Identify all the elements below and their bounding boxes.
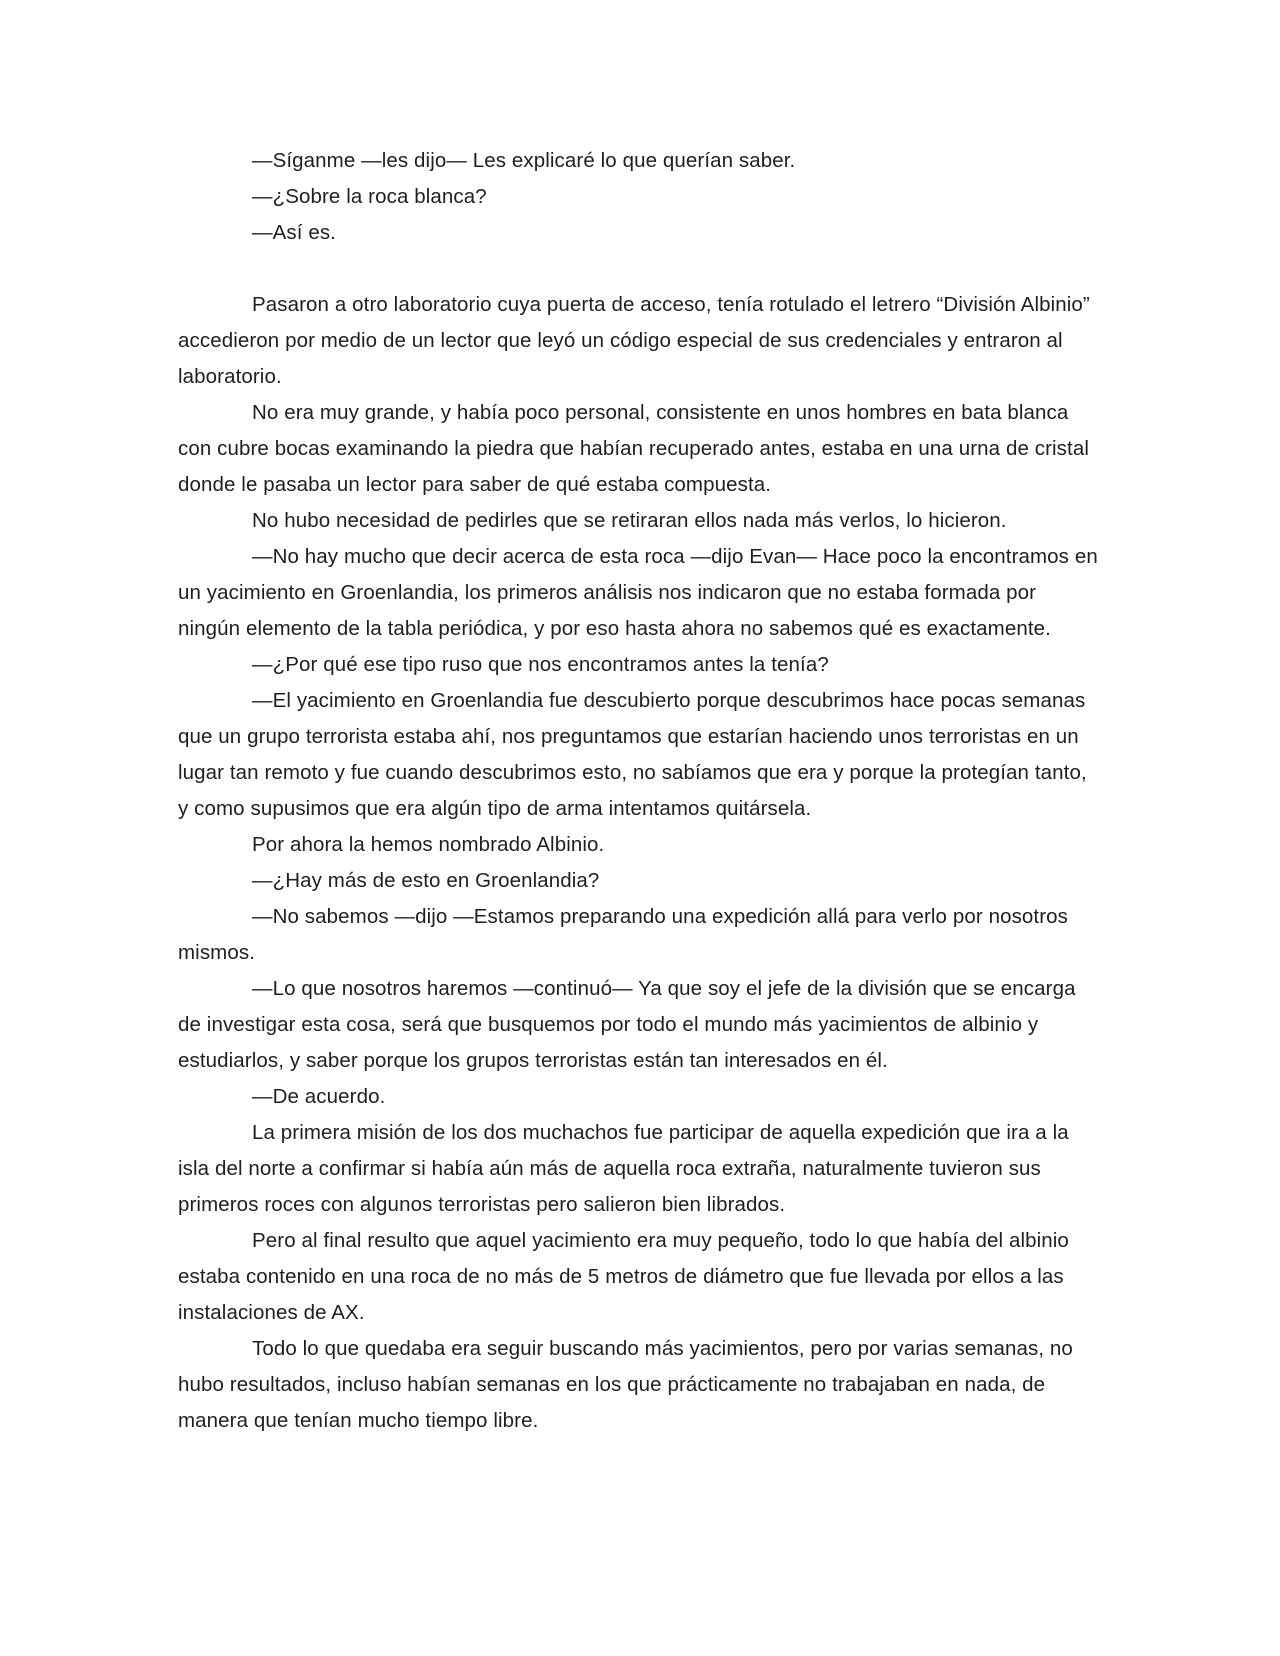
dialogue-line: —¿Sobre la roca blanca? bbox=[252, 185, 487, 208]
dialogue-line: —El yacimiento en Groenlandia fue descubierto porque descubrimos hace pocas semanas que un grupo terrorista estaba ahí, nos preguntamos que estarían haciendo unos terroristas en un lugar tan remoto y fue cuando descubrimos esto, no sabíamos que era y porque la protegían tanto, y como supusimos que era algún tipo de arma intentamos quitársela. bbox=[178, 689, 1087, 820]
paragraph: No era muy grande, y había poco personal, consistente en unos hombres en bata blanca con cubre bocas examinando la piedra que habían recuperado antes, estaba en una urna de cristal donde le pasaba un lector para saber de qué estaba compuesta. bbox=[178, 401, 1089, 496]
paragraph: Pero al final resulto que aquel yacimiento era muy pequeño, todo lo que había del albinio estaba contenido en una roca de no más de 5 metros de diámetro que fue llevada por ellos a las instalaciones de AX. bbox=[178, 1229, 1069, 1324]
dialogue-line: —Síganme —les dijo— Les explicaré lo que querían saber. bbox=[252, 149, 796, 172]
dialogue-line: —No hay mucho que decir acerca de esta roca —dijo Evan— Hace poco la encontramos en un yacimiento en Groenlandia, los primeros análisis nos indicaron que no estaba formada por ningún elemento de la tabla periódica, y por eso hasta ahora no sabemos qué es exactamente. bbox=[178, 545, 1098, 640]
paragraph: Pasaron a otro laboratorio cuya puerta de acceso, tenía rotulado el letrero “División Albinio” accedieron por medio de un lector que leyó un código especial de sus credenciales y entraron al laboratorio. bbox=[178, 293, 1090, 388]
paragraph: No hubo necesidad de pedirles que se retiraran ellos nada más verlos, lo hicieron. bbox=[252, 509, 1007, 532]
document-body bbox=[178, 143, 1102, 1439]
paragraph: Por ahora la hemos nombrado Albinio. bbox=[252, 833, 605, 856]
dialogue-line: —Lo que nosotros haremos —continuó— Ya que soy el jefe de la división que se encarga de investigar esta cosa, será que busquemos por todo el mundo más yacimientos de albinio y estudiarlos, y saber porque los grupos terroristas están tan interesados en él. bbox=[178, 977, 1076, 1072]
paragraph-gap bbox=[178, 251, 1102, 287]
dialogue-line: —Así es. bbox=[252, 221, 336, 244]
dialogue-line: —De acuerdo. bbox=[252, 1085, 386, 1108]
dialogue-line: —No sabemos —dijo —Estamos preparando una expedición allá para verlo por nosotros mismos. bbox=[178, 905, 1069, 964]
paragraph: Todo lo que quedaba era seguir buscando más yacimientos, pero por varias semanas, no hubo resultados, incluso habían semanas en los que prácticamente no trabajaban en nada, de manera que tenían mucho tiempo libre. bbox=[178, 1337, 1073, 1432]
dialogue-line: —¿Hay más de esto en Groenlandia? bbox=[252, 869, 600, 892]
dialogue-line: —¿Por qué ese tipo ruso que nos encontramos antes la tenía? bbox=[252, 653, 829, 676]
paragraph: La primera misión de los dos muchachos fue participar de aquella expedición que ira a la isla del norte a confirmar si había aún más de aquella roca extraña, naturalmente tuvieron sus primeros roces con algunos terroristas pero salieron bien librados. bbox=[178, 1121, 1069, 1216]
